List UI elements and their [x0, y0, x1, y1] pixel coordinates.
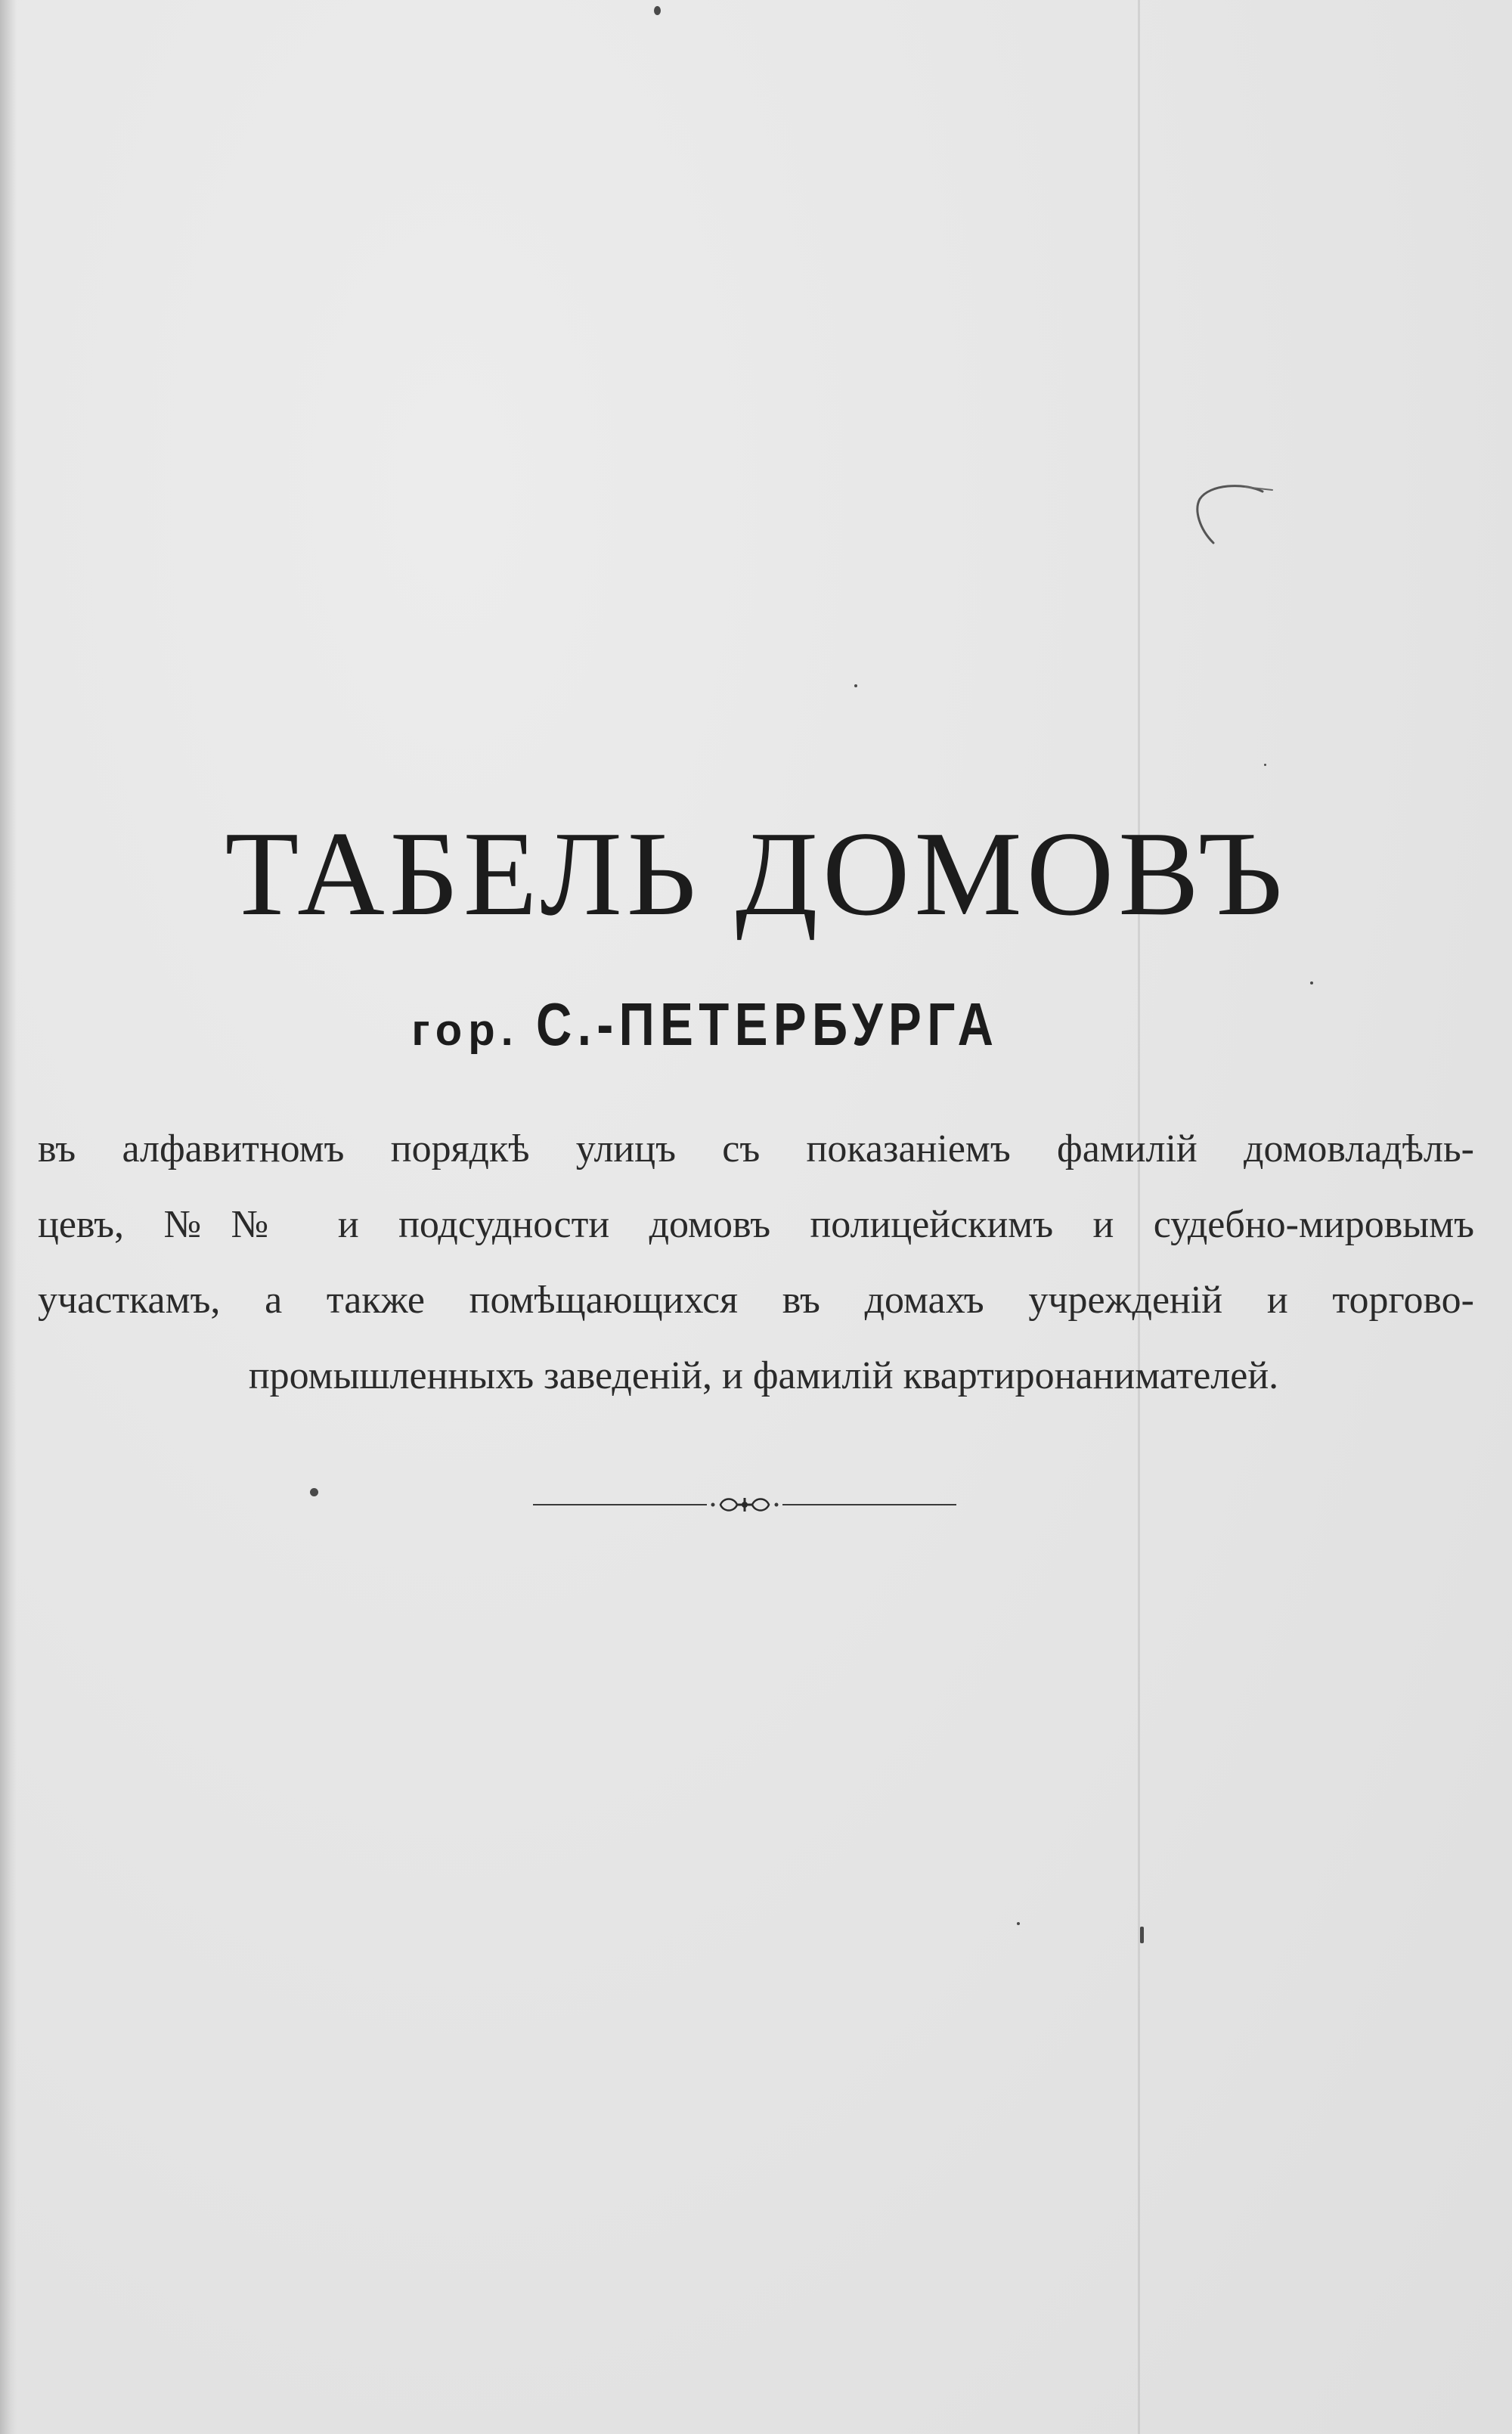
ink-speck	[1140, 1927, 1144, 1943]
fleuron-divider-icon	[533, 1496, 956, 1514]
ink-speck	[1264, 764, 1266, 766]
page-title: ТАБЕЛЬ ДОМОВЪ	[225, 806, 1287, 941]
title-description	[38, 1112, 1474, 1414]
ink-speck	[310, 1488, 318, 1496]
ink-speck	[1017, 1922, 1020, 1925]
pencil-mark-icon	[1191, 476, 1274, 560]
ink-speck	[1310, 981, 1313, 984]
description-line: въ алфавитномъ порядкѣ улицъ съ показаніемъ фамилій домовладѣль-	[38, 1127, 1474, 1170]
description-line: промышленныхъ заведеній, и фамилій квартиронанимателей.	[248, 1354, 1279, 1397]
description-line: участкамъ, а также помѣщающихся въ домахъ учрежденій и торгово-	[38, 1279, 1474, 1322]
city-prefix: гор.	[411, 1006, 519, 1055]
description-line: цевъ, №№ и подсудности домовъ полицейскимъ и судебно-мировымъ	[38, 1203, 1474, 1246]
city-name: С.-ПЕТЕРБУРГА	[535, 991, 999, 1058]
ink-speck	[854, 684, 857, 687]
binding-edge	[0, 0, 17, 2434]
city-heading	[0, 991, 1512, 1058]
ink-speck	[654, 6, 661, 15]
